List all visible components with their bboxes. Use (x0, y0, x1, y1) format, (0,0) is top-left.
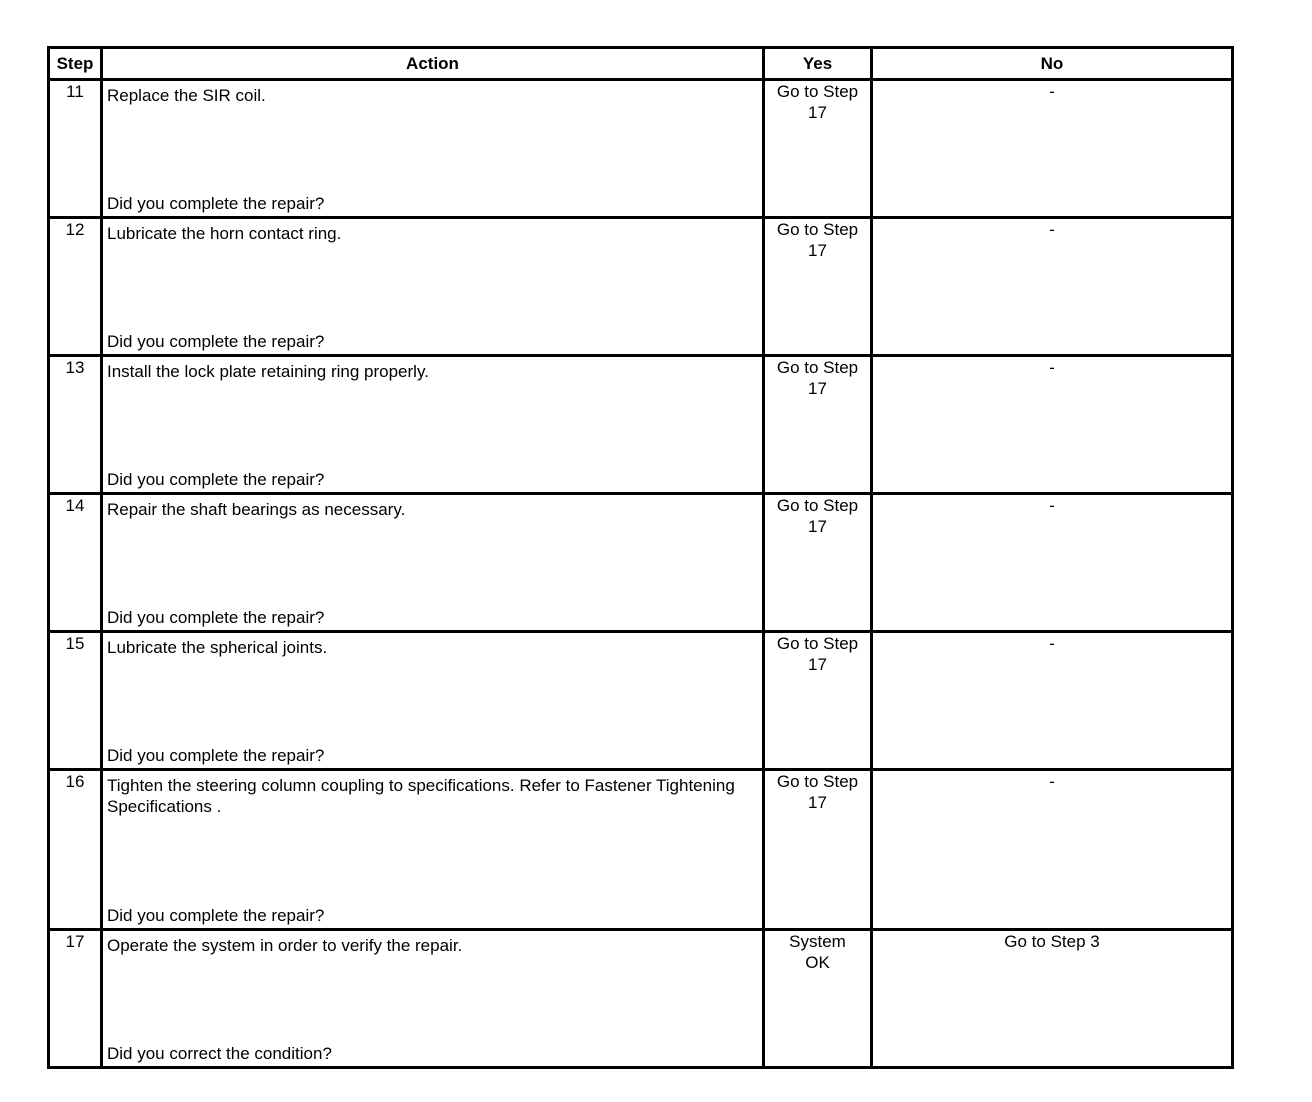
table-row (49, 80, 1233, 218)
yes-result-line2: 17 (808, 655, 827, 674)
yes-result-line1: Go to Step (776, 358, 859, 377)
action-cell (102, 218, 764, 356)
yes-cell (764, 80, 872, 218)
header-yes: Yes (764, 48, 872, 80)
action-instruction: Tighten the steering column coupling to specifications. Refer to Fastener Tightening Specifications . (107, 776, 735, 816)
action-instruction: Replace the SIR coil. (107, 86, 266, 105)
table-row (49, 930, 1233, 1068)
action-question: Did you complete the repair? (107, 470, 325, 489)
yes-cell (764, 494, 872, 632)
yes-result-line2: 17 (808, 103, 827, 122)
header-no: No (872, 48, 1233, 80)
yes-result-line1: Go to Step (776, 772, 859, 791)
no-result: - (872, 632, 1233, 770)
action-question: Did you complete the repair? (107, 746, 325, 765)
step-number: 13 (49, 356, 102, 494)
yes-result-line2: 17 (808, 793, 827, 812)
yes-cell (764, 930, 872, 1068)
yes-result-line2: OK (805, 953, 830, 972)
step-number: 16 (49, 770, 102, 930)
step-number: 17 (49, 930, 102, 1068)
action-question: Did you complete the repair? (107, 906, 325, 925)
table-row (49, 494, 1233, 632)
no-result: Go to Step 3 (872, 930, 1233, 1068)
step-number: 12 (49, 218, 102, 356)
step-number: 14 (49, 494, 102, 632)
action-cell (102, 930, 764, 1068)
step-number: 11 (49, 80, 102, 218)
action-question: Did you complete the repair? (107, 194, 325, 213)
action-instruction: Lubricate the horn contact ring. (107, 224, 342, 243)
yes-result-line1: System (789, 932, 846, 951)
step-number: 15 (49, 632, 102, 770)
yes-result-line1: Go to Step (776, 496, 859, 515)
header-row (49, 48, 1233, 80)
table-row (49, 632, 1233, 770)
no-result: - (872, 218, 1233, 356)
action-instruction: Install the lock plate retaining ring properly. (107, 362, 429, 381)
table-row (49, 356, 1233, 494)
no-result: - (872, 494, 1233, 632)
diagnostic-table (47, 46, 1234, 1069)
yes-result-line2: 17 (808, 241, 827, 260)
yes-cell (764, 770, 872, 930)
action-instruction: Lubricate the spherical joints. (107, 638, 328, 657)
yes-cell (764, 218, 872, 356)
action-instruction: Operate the system in order to verify the repair. (107, 936, 463, 955)
no-result: - (872, 80, 1233, 218)
action-cell (102, 770, 764, 930)
action-question: Did you complete the repair? (107, 608, 325, 627)
yes-result-line1: Go to Step (776, 220, 859, 239)
action-cell (102, 494, 764, 632)
no-result: - (872, 770, 1233, 930)
action-cell (102, 80, 764, 218)
no-result: - (872, 356, 1233, 494)
yes-result-line2: 17 (808, 379, 827, 398)
action-cell (102, 632, 764, 770)
action-cell (102, 356, 764, 494)
action-instruction: Repair the shaft bearings as necessary. (107, 500, 406, 519)
yes-result-line1: Go to Step (776, 82, 859, 101)
table-row (49, 218, 1233, 356)
header-action: Action (102, 48, 764, 80)
header-step: Step (49, 48, 102, 80)
yes-result-line2: 17 (808, 517, 827, 536)
table-row (49, 770, 1233, 930)
yes-cell (764, 632, 872, 770)
yes-cell (764, 356, 872, 494)
action-question: Did you correct the condition? (107, 1044, 332, 1063)
yes-result-line1: Go to Step (776, 634, 859, 653)
action-question: Did you complete the repair? (107, 332, 325, 351)
